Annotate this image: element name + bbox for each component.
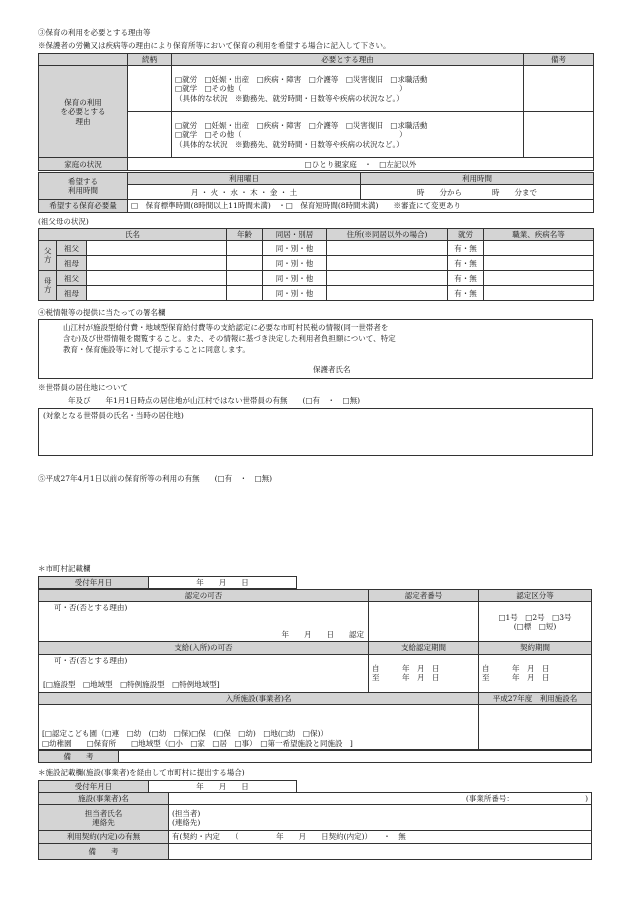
- facility-remarks-value[interactable]: [169, 843, 592, 859]
- pay-period-cell[interactable]: [369, 654, 479, 692]
- time-header: 利用時間: [361, 173, 594, 185]
- facility-table: [38, 792, 592, 860]
- pay-cell[interactable]: [39, 654, 369, 692]
- contract-from: 自 年 月 日: [482, 663, 550, 673]
- year-facility-header: 平成27年度 利用施設名: [479, 692, 592, 704]
- facility-name-label: 施設(事業者)名: [39, 793, 169, 805]
- facility-options-2[interactable]: □幼稚園 □保育所 □地域型（□小 □家 □居 □事） □第一希望施設と同施設 ]: [42, 738, 353, 748]
- facility-heading: ＊施設記載欄(施設(事業者)を経由して市町村に提出する場合): [38, 768, 245, 777]
- grand-name-1[interactable]: [87, 256, 227, 271]
- category-header: 認定区分等: [479, 590, 592, 602]
- grand-name-0[interactable]: [87, 241, 227, 256]
- grand-job-header: 職業、疾病名等: [484, 229, 594, 241]
- father-side-label: 父方: [39, 241, 57, 271]
- grand-rel-2: 祖父: [57, 271, 87, 286]
- facility-options-1[interactable]: [□認定こども園（□連 □幼 (□幼 □保)□保 (□保 □幼) □地(□幼 □保)）: [42, 729, 328, 739]
- reason-cell-2[interactable]: [172, 112, 524, 158]
- sec3-note: ※保護者の労働又は疾病等の理由により保育所等において保育の利用を希望する場合に記入して下さい。: [38, 41, 391, 50]
- necessity-value[interactable]: □ 保育標準時間(8時間以上11時間未満) ・□ 保育短時間(8時間未満) ※審査にて変更あり: [128, 200, 594, 212]
- reason-detail-1: （具体的な状況 ※勤務先、就労時間・日数等や疾病の状況など。）: [175, 93, 404, 103]
- relation-header: 続柄: [128, 54, 172, 66]
- contract-to: 至 年 月 日: [482, 673, 550, 683]
- reason-table: [38, 53, 594, 171]
- grand-age-2[interactable]: [227, 271, 263, 286]
- pay-from: 自 年 月 日: [372, 663, 440, 673]
- relation-cell-2[interactable]: [128, 112, 172, 158]
- grand-cohab-0[interactable]: 同・別・他: [263, 241, 327, 256]
- contract-cell[interactable]: [479, 654, 592, 692]
- muni-received-table: [38, 576, 297, 589]
- grand-rel-1: 祖母: [57, 256, 87, 271]
- grand-table: [38, 228, 594, 301]
- grand-age-0[interactable]: [227, 241, 263, 256]
- grand-job-2[interactable]: [484, 271, 594, 286]
- days-header: 利用曜日: [128, 173, 361, 185]
- grand-name-2[interactable]: [87, 271, 227, 286]
- muni-table: [38, 589, 592, 750]
- grand-address-2[interactable]: [327, 271, 448, 286]
- grand-age-3[interactable]: [227, 286, 263, 301]
- reason-options-2[interactable]: □就労 □妊娠・出産 □疾病・障害 □介護等 □災害復旧 □求職活動: [175, 120, 428, 130]
- reason-other-2[interactable]: □就学 □その他（ ）: [175, 130, 407, 140]
- grand-work-1[interactable]: 有・無: [448, 256, 484, 271]
- residence-box[interactable]: [38, 408, 593, 456]
- facility-business-no[interactable]: (事業所番号： ): [169, 793, 592, 805]
- grand-address-3[interactable]: [327, 286, 448, 301]
- muni-heading: ＊市町村記載欄: [38, 564, 91, 573]
- approval-no-header: 認定者番号: [369, 590, 479, 602]
- grand-name-3[interactable]: [87, 286, 227, 301]
- remarks-cell-1[interactable]: [524, 66, 594, 112]
- muni-remarks-label: 備 考: [39, 751, 119, 763]
- days-value[interactable]: 月 ・ 火 ・ 水 ・ 木 ・ 金 ・ 土: [128, 185, 361, 200]
- facility-contract-value[interactable]: 有(契約・内定 （ 年 月 日契約(内定)） ・ 無: [169, 831, 592, 843]
- residence-question[interactable]: 年及び 年1月1日時点の居住地が山江村ではない世帯員の有無 (□有 ・ □無): [68, 396, 361, 405]
- hope-label: 希望する 利用時間: [39, 173, 128, 200]
- grand-work-0[interactable]: 有・無: [448, 241, 484, 256]
- approval-no-cell[interactable]: [369, 602, 479, 642]
- contract-header: 契約期間: [479, 642, 592, 654]
- pay-to: 至 年 月 日: [372, 673, 440, 683]
- grand-cohab-2[interactable]: 同・別・他: [263, 271, 327, 286]
- pay-header: 支給(入所)の可否: [39, 642, 369, 654]
- remarks-cell-2[interactable]: [524, 112, 594, 158]
- grand-age-1[interactable]: [227, 256, 263, 271]
- grand-job-3[interactable]: [484, 286, 594, 301]
- muni-received-label: 受付年月日: [39, 577, 149, 589]
- facility-person-label: 担当者氏名 連絡先: [39, 805, 169, 831]
- grand-address-header: 住所(※同居以外の場合): [327, 229, 448, 241]
- facility-cell[interactable]: [39, 705, 479, 750]
- reason-options-1[interactable]: □就労 □妊娠・出産 □疾病・障害 □介護等 □災害復旧 □求職活動: [175, 74, 428, 84]
- hope-table: [38, 172, 594, 213]
- category-cell[interactable]: [479, 602, 592, 642]
- relation-cell-1[interactable]: [128, 66, 172, 112]
- sec3-heading: ③保育の利用を必要とする理由等: [38, 28, 151, 37]
- consent-text: 山江村が施設型給付費・地域型保育給付費等の支給認定に必要な市町村民税の情報(同一世帯者を 含む)及び世帯情報を閲覧すること。また、その情報に基づき決定した利用者負担額について、特定 教育・保育施設等に対して提示することに同意します。: [63, 323, 396, 354]
- reason-other-1[interactable]: □就学 □その他（ ）: [175, 84, 407, 94]
- reason-detail-2: （具体的な状況 ※勤務先、就労時間・日数等や疾病の状況など。）: [175, 139, 404, 149]
- reason-header: 必要とする理由: [172, 54, 524, 66]
- facility-contract-label: 利用契約(内定)の有無: [39, 831, 169, 843]
- muni-received-value[interactable]: 年 月 日: [149, 577, 297, 589]
- grand-work-header: 就労: [448, 229, 484, 241]
- blank-header: [39, 54, 128, 66]
- facility-person-value[interactable]: (担当者) (連絡先): [169, 805, 592, 831]
- residence-box-label: (対象となる世帯員の氏名・当時の居住地): [43, 411, 184, 420]
- grand-cohab-3[interactable]: 同・別・他: [263, 286, 327, 301]
- grand-job-1[interactable]: [484, 256, 594, 271]
- pay-types[interactable]: [□施設型 □地域型 □特例施設型 □特例地域型]: [43, 680, 220, 690]
- remarks-header: 備考: [524, 54, 594, 66]
- sec5-text[interactable]: ⑤平成27年4月1日以前の保育所等の利用の有無 (□有 ・ □無): [38, 474, 273, 483]
- grand-name-header: 氏名: [39, 229, 227, 241]
- consent-box: [38, 319, 593, 379]
- grand-cohab-1[interactable]: 同・別・他: [263, 256, 327, 271]
- guardian-name-field[interactable]: [369, 364, 569, 375]
- grand-job-0[interactable]: [484, 241, 594, 256]
- grand-age-header: 年齢: [227, 229, 263, 241]
- mother-side-label: 母方: [39, 271, 57, 301]
- category-options[interactable]: □1号 □2号 □3号: [498, 612, 572, 622]
- facility-received-label: 受付年月日: [39, 781, 149, 793]
- grand-work-2[interactable]: 有・無: [448, 271, 484, 286]
- muni-remarks-value[interactable]: [119, 751, 592, 763]
- necessity-label: 希望する保育必要量: [39, 200, 128, 212]
- family-value[interactable]: □ひとり親家庭 ・ □左記以外: [128, 158, 594, 171]
- pay-reason: 可・否(否とする理由): [54, 655, 128, 665]
- grand-address-0[interactable]: [327, 241, 448, 256]
- approval-reason: 可・否(否とする理由): [54, 603, 128, 613]
- grand-rel-3: 祖母: [57, 286, 87, 301]
- residence-heading: ※世帯員の居住地について: [38, 383, 128, 392]
- grand-work-3[interactable]: 有・無: [448, 286, 484, 301]
- pay-period-header: 支給認定期間: [369, 642, 479, 654]
- grand-rel-0: 祖父: [57, 241, 87, 256]
- facility-received-value[interactable]: 年 月 日: [149, 781, 297, 793]
- family-label: 家庭の状況: [39, 158, 128, 171]
- time-value[interactable]: 時 分から 時 分まで: [361, 185, 594, 200]
- facility-header: 入所施設(事業者)名: [39, 692, 479, 704]
- muni-remarks-table: [38, 750, 592, 763]
- grand-address-1[interactable]: [327, 256, 448, 271]
- reason-row-label: 保育の利用 を必要とする 理由: [39, 66, 128, 158]
- guardian-name-label: 保護者氏名: [313, 365, 351, 374]
- facility-remarks-label: 備 考: [39, 843, 169, 859]
- grand-cohab-header: 同居・別居: [263, 229, 327, 241]
- approval-cell[interactable]: [39, 602, 369, 642]
- category-suboptions[interactable]: (□標 □短): [513, 621, 557, 631]
- approval-header: 認定の可否: [39, 590, 369, 602]
- year-facility-cell[interactable]: [479, 705, 592, 750]
- approval-date: 年 月 日 認定: [281, 630, 364, 639]
- sec4-heading: ④税情報等の提供に当たっての署名欄: [38, 308, 166, 317]
- reason-cell-1[interactable]: [172, 66, 524, 112]
- grand-heading: (祖父母の状況): [38, 217, 89, 226]
